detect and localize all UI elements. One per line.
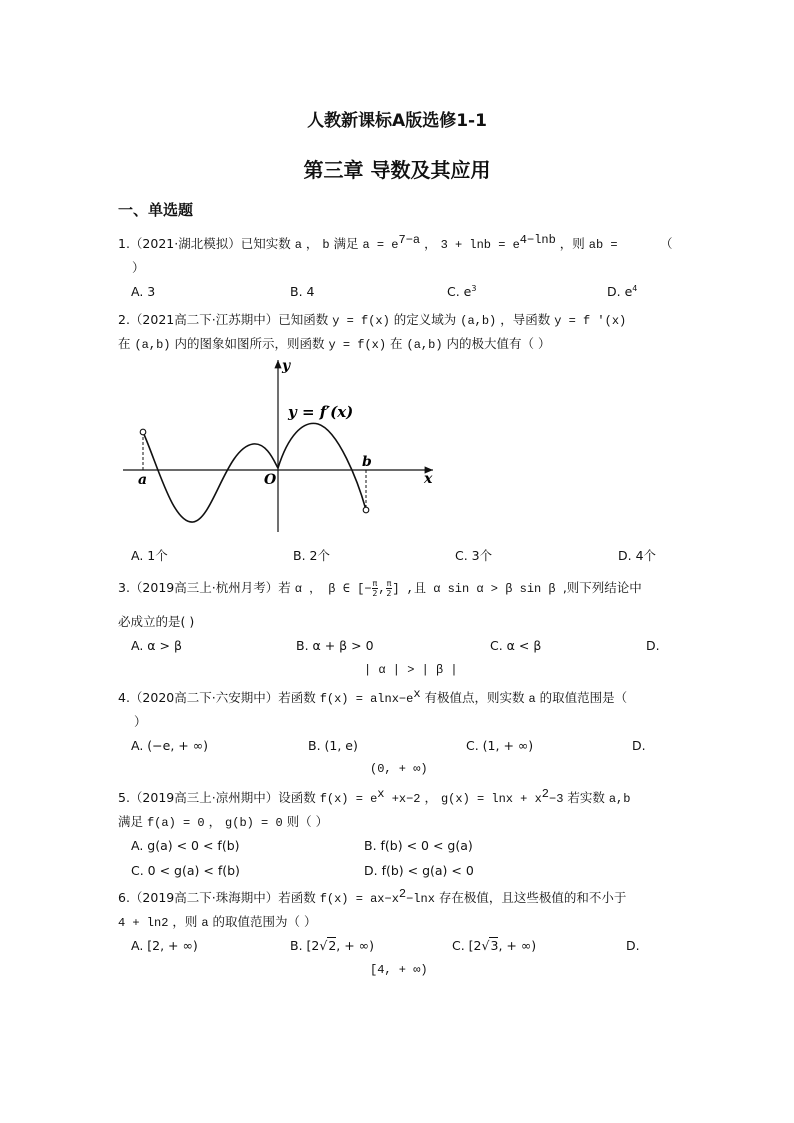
curve-label: y = f′(x): [288, 403, 354, 421]
q5-option-c: C. 0 < g(a) < f(b): [131, 863, 240, 878]
question-1-paren-close: ）: [132, 260, 145, 275]
q3-option-c: C. α < β: [490, 638, 542, 653]
q5-option-b: B. f(b) < 0 < g(a): [364, 838, 473, 853]
question-4-line2: ）: [134, 714, 147, 729]
question-2-line2: 在 (a,b) 内的图象如图所示，则函数 y = f(x) 在 (a,b) 内的极大值有（ ）: [118, 336, 551, 352]
question-3-line2: 必成立的是( ): [118, 614, 195, 629]
question-3-line1: 3.（2019高三上·杭州月考）若 α ， β ∈ [− $\frac{\pi}{2}$ , $\frac{\pi}{2}$ ] ,且 α sin α > β sin β ,则下列结论中: [118, 579, 642, 598]
q4-option-d-content: (0, + ∞): [370, 762, 428, 776]
q2-option-a: A. 1个: [131, 548, 168, 563]
question-1-line1: 1.（2021·湖北模拟）已知实数 a ， b 满足 $a = e^{7-a}$ ， $3 + \ln b = e^{4-lnb}$ ，则 ab =: [118, 233, 618, 252]
q5-option-d: D. f(b) < g(a) < 0: [364, 863, 474, 878]
x-axis-label: x: [424, 471, 433, 487]
q2-option-c: C. 3个: [455, 548, 493, 563]
q2-option-d: D. 4个: [618, 548, 657, 563]
q5-option-a: A. g(a) < 0 < f(b): [131, 838, 240, 853]
question-6-line1: 6.（2019高二下·珠海期中）若函数 $f(x) = ax-x^2-\ln x$ 存在极值，且这些极值的和不小于: [118, 887, 627, 906]
q3-option-a: A. α > β: [131, 638, 182, 653]
question-2-line1: 2.（2021高二下·江苏期中）已知函数 y = f(x) 的定义域为 (a,b) ，导函数 y = f ′(x): [118, 312, 627, 328]
q4-option-a: A. (−e, + ∞): [131, 738, 209, 753]
q1-option-c: C. $e^3$: [447, 284, 477, 299]
q1-option-a: A. 3: [131, 284, 156, 299]
question-5-line2: 满足 f(a) = 0 ， g(b) = 0 则（ ）: [118, 814, 329, 830]
q6-option-a: A. [2, + ∞): [131, 938, 198, 953]
q4-option-c: C. (1, + ∞): [466, 738, 534, 753]
q1-option-d: D. $e^4$: [607, 284, 638, 299]
question-5-line1: 5.（2019高三上·凉州期中）设函数 $f(x) = e^x +x-2$ ， $g(x) = \ln x + x^2-3$ 若实数 a,b: [118, 787, 631, 806]
question-1-paren-open: （: [660, 236, 673, 251]
q4-option-d: D.: [632, 738, 646, 753]
question-4-line1: 4.（2020高二下·六安期中）若函数 $f(x) = alnx-e^x$ 有极值点，则实数 a 的取值范围是（: [118, 687, 628, 706]
b-label: b: [362, 454, 372, 470]
q6-option-d: D.: [626, 938, 640, 953]
endpoint-b-open: [363, 507, 369, 513]
question-6-line2: 4 + ln2 ，则 a 的取值范围为（ ）: [118, 914, 317, 930]
derivative-graph: [118, 356, 448, 538]
q4-option-b: B. (1, e): [308, 738, 358, 753]
derivative-curve: [143, 423, 366, 522]
q1-option-b: B. 4: [290, 284, 315, 299]
q6-option-b: B. [2√2, + ∞): [290, 938, 374, 953]
document-title: 人教新课标A版选修1-1: [307, 111, 487, 131]
q6-option-d-content: [4, + ∞): [370, 963, 428, 977]
q2-option-b: B. 2个: [293, 548, 330, 563]
chapter-title: 第三章 导数及其应用: [303, 158, 491, 182]
q3-option-d-content: | α | > | β |: [364, 663, 458, 677]
y-axis-label: y: [282, 358, 291, 374]
endpoint-a-open: [140, 429, 146, 435]
q3-option-b: B. α + β > 0: [296, 638, 374, 653]
q6-option-c: C. [2√3, + ∞): [452, 938, 537, 953]
a-label: a: [138, 472, 148, 488]
q3-option-d: D.: [646, 638, 660, 653]
origin-label: O: [264, 472, 277, 488]
section-heading: 一、单选题: [118, 201, 194, 219]
